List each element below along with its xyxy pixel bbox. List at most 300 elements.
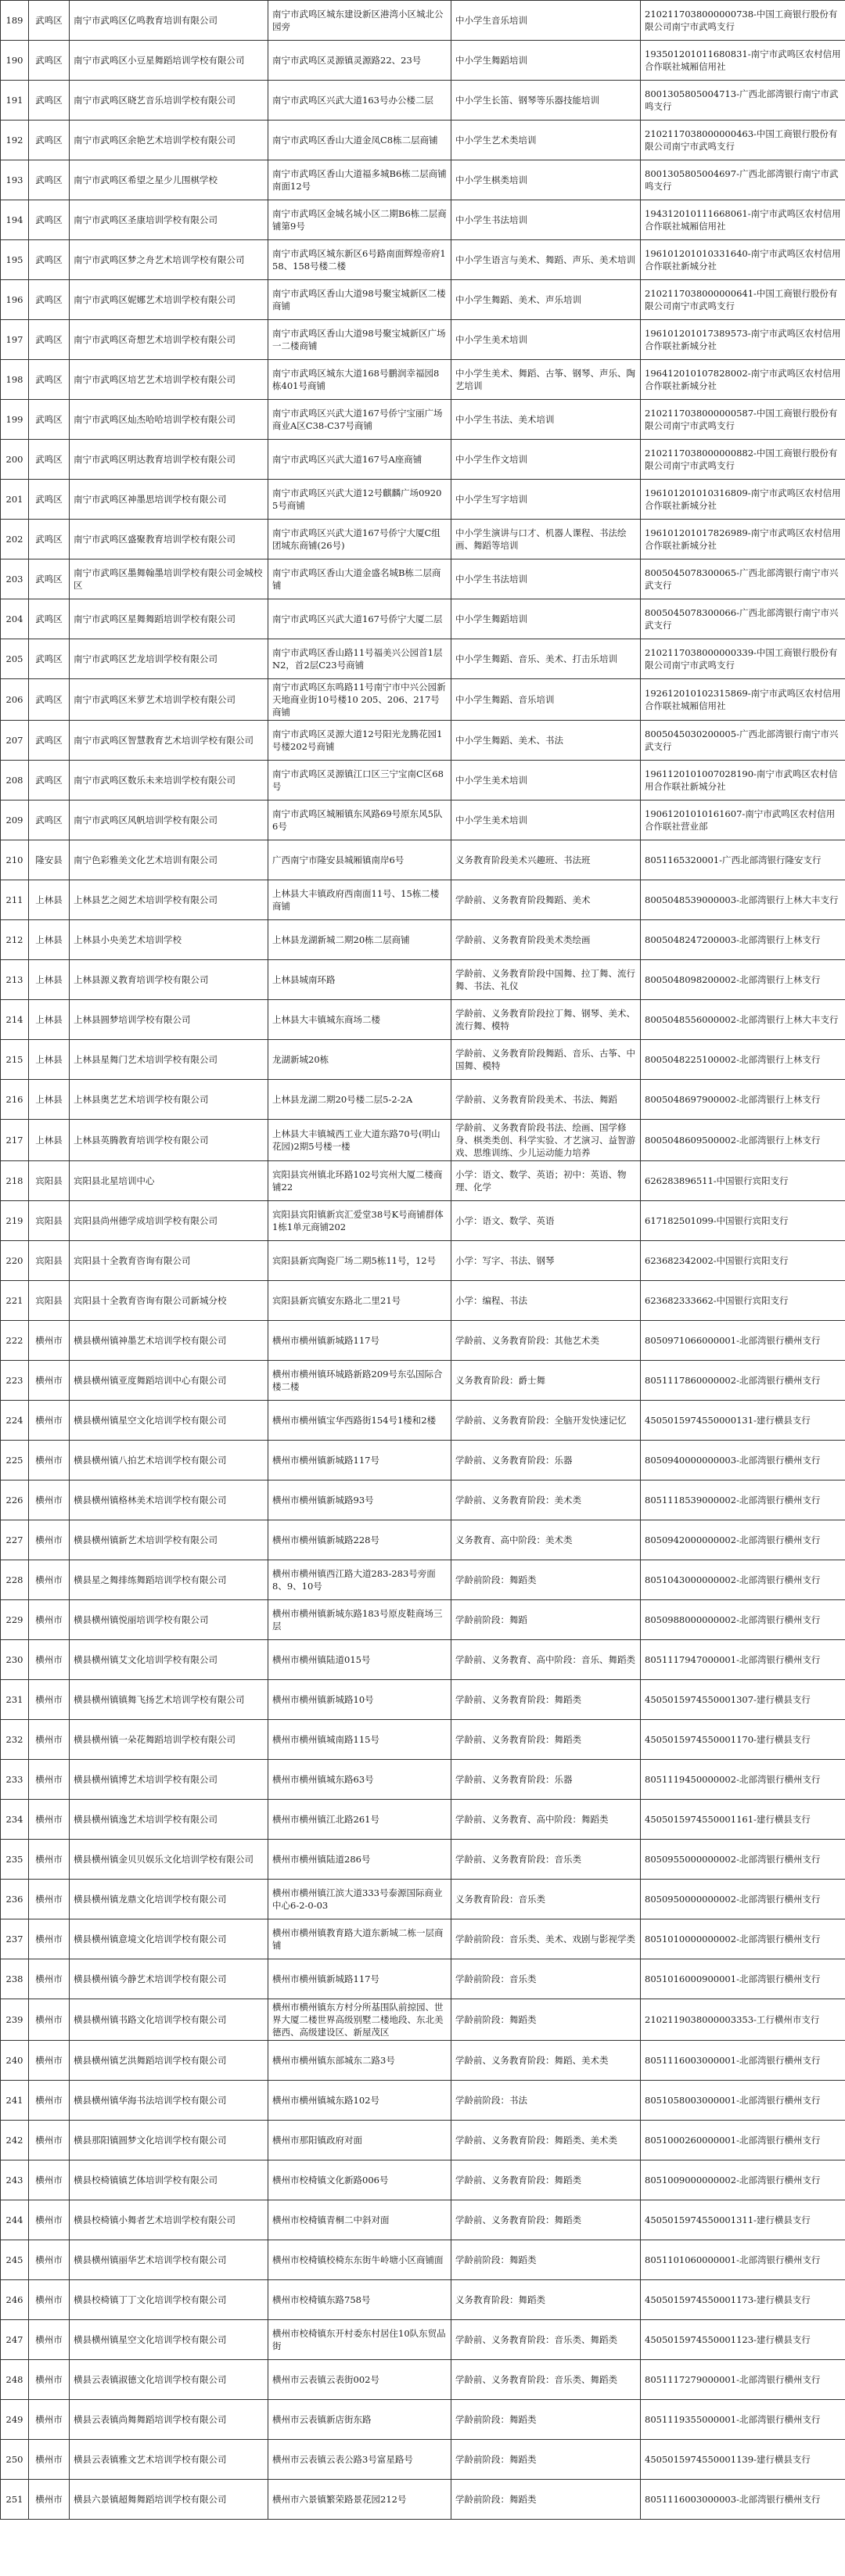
row-number-cell: 243 [1, 2160, 29, 2200]
district-cell: 武鸣区 [29, 41, 70, 81]
bank-account-cell: 623682342002-中国银行宾阳支行 [641, 1241, 845, 1281]
district-cell: 横州市 [29, 1401, 70, 1441]
bank-account-cell: 8051119355000001-北部湾银行横州支行 [641, 2400, 845, 2440]
bank-account-cell: 2102117038000000587-中国工商银行股份有限公司南宁市武鸣支行 [641, 400, 845, 440]
bank-account-cell: 2102117038000000641-中国工商银行股份有限公司南宁市武鸣支行 [641, 280, 845, 320]
institution-name-cell: 横县横州镇博艺术培训学校有限公司 [70, 1760, 268, 1800]
bank-account-cell: 196101201010331640-南宁市武鸣区农村信用合作联社新城分社 [641, 240, 845, 280]
district-cell: 武鸣区 [29, 1, 70, 41]
row-number-cell: 194 [1, 200, 29, 240]
training-content-cell: 学龄前、义务教育阶段：舞蹈类 [451, 2200, 641, 2240]
institution-name-cell: 横县云表镇尚舞舞蹈培训学校有限公司 [70, 2400, 268, 2440]
training-content-cell: 义务教育阶段：爵士舞 [451, 1361, 641, 1401]
training-content-cell: 义务教育阶段：音乐类 [451, 1880, 641, 1919]
row-number-cell: 209 [1, 801, 29, 840]
institution-name-cell: 上林县星舞门艺术培训学校有限公司 [70, 1040, 268, 1080]
training-content-cell: 中小学生书法培训 [451, 559, 641, 599]
address-cell: 横州市横州镇城东路63号 [268, 1760, 451, 1800]
bank-account-cell: 4505015974550001307-建行横县支行 [641, 1680, 845, 1720]
table-row [1, 2240, 845, 2280]
district-cell: 横州市 [29, 2440, 70, 2480]
table-row [1, 1760, 845, 1800]
bank-account-cell: 2102117038000000882-中国工商银行股份有限公司南宁市武鸣支行 [641, 440, 845, 480]
address-cell: 横州市横州镇城东路102号 [268, 2081, 451, 2121]
institution-name-cell: 南宁市武鸣区墨舞翰墨培训学校有限公司金城校区 [70, 559, 268, 599]
institution-name-cell: 南宁市武鸣区圣康培训学校有限公司 [70, 200, 268, 240]
training-content-cell: 中小学生舞蹈培训 [451, 41, 641, 81]
table-row [1, 1800, 845, 1840]
row-number-cell: 212 [1, 920, 29, 960]
address-cell: 横州市校椅镇东路758号 [268, 2280, 451, 2320]
row-number-cell: 239 [1, 1999, 29, 2041]
address-cell: 南宁市武鸣区兴武大道167号侨宁宝丽广场商业A区C38-C37号商铺 [268, 400, 451, 440]
training-content-cell: 学龄前阶段：书法 [451, 2081, 641, 2121]
address-cell: 横州市横州镇教育路大道东新城二栋一层商铺 [268, 1919, 451, 1959]
district-cell: 横州市 [29, 1919, 70, 1959]
training-content-cell: 中小学生舞蹈、美术、书法 [451, 721, 641, 761]
bank-account-cell: 8051101060000001-北部湾银行横州支行 [641, 2240, 845, 2280]
district-cell: 上林县 [29, 920, 70, 960]
training-content-cell: 中小学生艺术类培训 [451, 121, 641, 160]
institution-name-cell: 横县横州镇一朵花舞蹈培训学校有限公司 [70, 1720, 268, 1760]
training-content-cell: 中小学生舞蹈培训 [451, 599, 641, 639]
institution-name-cell: 横县校椅镇镇艺体培训学校有限公司 [70, 2160, 268, 2200]
row-number-cell: 250 [1, 2440, 29, 2480]
row-number-cell: 189 [1, 1, 29, 41]
institution-name-cell: 横县星之舞排练舞蹈培训学校有限公司 [70, 1560, 268, 1600]
row-number-cell: 224 [1, 1401, 29, 1441]
training-content-cell: 学龄前、义务教育阶段舞蹈、美术 [451, 880, 641, 920]
address-cell: 横州市横州镇宝华西路街154号1楼和2楼 [268, 1401, 451, 1441]
institution-name-cell: 横县横州镇悦丽培训学校有限公司 [70, 1600, 268, 1640]
row-number-cell: 202 [1, 520, 29, 559]
training-content-cell: 学龄前、义务教育阶段：全脑开发快速记忆 [451, 1401, 641, 1441]
bank-account-cell: 8005048697900002-北部湾银行上林支行 [641, 1080, 845, 1120]
address-cell: 横州市横州镇江滨大道333号泰源国际商业中心6-2-0-03 [268, 1880, 451, 1919]
bank-account-cell: 2102117038000000339-中国工商银行股份有限公司南宁市武鸣支行 [641, 639, 845, 679]
training-content-cell: 学龄前阶段：音乐类、美术、戏剧与影视学类 [451, 1919, 641, 1959]
address-cell: 横州市横州镇新城路10号 [268, 1680, 451, 1720]
district-cell: 宾阳县 [29, 1241, 70, 1281]
bank-account-cell: 8005048098200002-北部湾银行上林支行 [641, 960, 845, 1000]
address-cell: 横州市横州镇城南路115号 [268, 1720, 451, 1760]
table-row [1, 1840, 845, 1880]
institution-name-cell: 宾阳县十全教育咨询有限公司新城分校 [70, 1281, 268, 1321]
address-cell: 横州市横州镇环城路新路209号东弘国际合楼二楼 [268, 1361, 451, 1401]
bank-account-cell: 8005045078300066-广西北部湾银行南宁市兴武支行 [641, 599, 845, 639]
table-row [1, 920, 845, 960]
address-cell: 上林县城南环路 [268, 960, 451, 1000]
institution-name-cell: 南宁市武鸣区星舞舞蹈培训学校有限公司 [70, 599, 268, 639]
row-number-cell: 220 [1, 1241, 29, 1281]
district-cell: 上林县 [29, 1120, 70, 1161]
address-cell: 横州市横州镇东部城东二路3号 [268, 2041, 451, 2081]
district-cell: 横州市 [29, 1680, 70, 1720]
training-content-cell: 学龄前、义务教育阶段：舞蹈、美术类 [451, 2041, 641, 2081]
district-cell: 上林县 [29, 880, 70, 920]
bank-account-cell: 8051016000900001-北部湾银行横州支行 [641, 1959, 845, 1999]
training-content-cell: 中小学生书法、美术培训 [451, 400, 641, 440]
table-row [1, 480, 845, 520]
table-row [1, 1080, 845, 1120]
institution-name-cell: 南宁市武鸣区梦之舟艺术培训学校有限公司 [70, 240, 268, 280]
bank-account-cell: 2102117038000000738-中国工商银行股份有限公司南宁市武鸣支行 [641, 1, 845, 41]
table-row [1, 2160, 845, 2200]
bank-account-cell: 196412010107828002-南宁市武鸣区农村信用合作联社新城分社 [641, 360, 845, 400]
district-cell: 横州市 [29, 1800, 70, 1840]
bank-account-cell: 2102119038000003353-工行横州市支行 [641, 1999, 845, 2041]
table-row [1, 639, 845, 679]
training-content-cell: 学龄前、义务教育阶段：舞蹈类 [451, 1680, 641, 1720]
bank-account-cell: 8050942000000002-北部湾银行横州支行 [641, 1520, 845, 1560]
district-cell: 宾阳县 [29, 1281, 70, 1321]
address-cell: 南宁市武鸣区兴武大道167号侨宁大厦二层 [268, 599, 451, 639]
training-content-cell: 中小学生棋类培训 [451, 160, 641, 200]
row-number-cell: 238 [1, 1959, 29, 1999]
address-cell: 南宁市武鸣区金城名城小区二期B6栋二层商铺第9号 [268, 200, 451, 240]
row-number-cell: 229 [1, 1600, 29, 1640]
address-cell: 南宁市武鸣区兴武大道167号A座商铺 [268, 440, 451, 480]
address-cell: 宾阳县宾阳镇新宾汇爱堂38号K号商铺群体1栋1单元商铺202 [268, 1201, 451, 1241]
institution-name-cell: 横县横州镇意境文化培训学校有限公司 [70, 1919, 268, 1959]
district-cell: 武鸣区 [29, 721, 70, 761]
bank-account-cell: 192612010102315869-南宁市武鸣区农村信用合作联社城厢信用社 [641, 679, 845, 721]
row-number-cell: 192 [1, 121, 29, 160]
row-number-cell: 233 [1, 1760, 29, 1800]
training-content-cell: 学龄前、义务教育阶段：乐器 [451, 1441, 641, 1480]
training-content-cell: 学龄前阶段：舞蹈类 [451, 1999, 641, 2041]
bank-account-cell: 8050955000000002-北部湾银行横州支行 [641, 1840, 845, 1880]
row-number-cell: 208 [1, 761, 29, 801]
institution-name-cell: 横县横州镇星空文化培训学校有限公司 [70, 1401, 268, 1441]
institution-name-cell: 横县横州镇逸艺术培训学校有限公司 [70, 1800, 268, 1840]
table-row [1, 1241, 845, 1281]
bank-account-cell: 8051058003000001-北部湾银行横州支行 [641, 2081, 845, 2121]
institution-name-cell: 南宁市武鸣区培艺艺术培训学校有限公司 [70, 360, 268, 400]
bank-account-cell: 8051116003000001-北部湾银行横州支行 [641, 2041, 845, 2081]
address-cell: 南宁市武鸣区香山大道金盛名城B栋二层商铺 [268, 559, 451, 599]
district-cell: 武鸣区 [29, 121, 70, 160]
table-row [1, 280, 845, 320]
district-cell: 武鸣区 [29, 599, 70, 639]
training-content-cell: 义务教育、高中阶段：美术类 [451, 1520, 641, 1560]
bank-account-cell: 2102117038000000463-中国工商银行股份有限公司南宁市武鸣支行 [641, 121, 845, 160]
row-number-cell: 198 [1, 360, 29, 400]
district-cell: 横州市 [29, 1720, 70, 1760]
district-cell: 宾阳县 [29, 1201, 70, 1241]
training-content-cell: 中小学生美术培训 [451, 320, 641, 360]
training-content-cell: 中小学生语言与美术、舞蹈、声乐、美术培训 [451, 240, 641, 280]
table-row [1, 1361, 845, 1401]
training-content-cell: 学龄前、义务教育阶段：乐器 [451, 1760, 641, 1800]
bank-account-cell: 8005048609500002-北部湾银行上林支行 [641, 1120, 845, 1161]
institution-name-cell: 南宁市武鸣区盛聚教育培训学校有限公司 [70, 520, 268, 559]
bank-account-cell: 4505015974550000131-建行横县支行 [641, 1401, 845, 1441]
training-content-cell: 义务教育阶段美术兴趣班、书法班 [451, 840, 641, 880]
address-cell: 南宁市武鸣区灵源镇江口区三宁宝南C区68号 [268, 761, 451, 801]
row-number-cell: 222 [1, 1321, 29, 1361]
institution-name-cell: 横县六景镇超舞舞蹈培训学校有限公司 [70, 2480, 268, 2520]
address-cell: 南宁市武鸣区兴武大道163号办公楼二层 [268, 81, 451, 121]
bank-account-cell: 8051116003000003-北部湾银行横州支行 [641, 2480, 845, 2520]
address-cell: 宾阳县新宾镇安东路北二里21号 [268, 1281, 451, 1321]
district-cell: 横州市 [29, 2200, 70, 2240]
district-cell: 武鸣区 [29, 320, 70, 360]
address-cell: 横州市横州镇新城路117号 [268, 1959, 451, 1999]
address-cell: 南宁市武鸣区香山大道福多城B6栋二层商铺南面12号 [268, 160, 451, 200]
training-content-cell: 中小学生美术培训 [451, 801, 641, 840]
institution-name-cell: 南宁市武鸣区小豆星舞蹈培训学校有限公司 [70, 41, 268, 81]
institution-name-cell: 横县横州镇神墨艺术培训学校有限公司 [70, 1321, 268, 1361]
district-cell: 武鸣区 [29, 761, 70, 801]
row-number-cell: 231 [1, 1680, 29, 1720]
row-number-cell: 197 [1, 320, 29, 360]
row-number-cell: 241 [1, 2081, 29, 2121]
table-row [1, 1959, 845, 1999]
row-number-cell: 247 [1, 2320, 29, 2360]
institution-name-cell: 横县横州镇新艺术培训学校有限公司 [70, 1520, 268, 1560]
district-cell: 横州市 [29, 1880, 70, 1919]
table-row [1, 1321, 845, 1361]
bank-account-cell: 8005045030200005-广西北部湾银行南宁市兴武支行 [641, 721, 845, 761]
table-row [1, 1880, 845, 1919]
row-number-cell: 245 [1, 2240, 29, 2280]
district-cell: 横州市 [29, 1441, 70, 1480]
district-cell: 横州市 [29, 1999, 70, 2041]
row-number-cell: 213 [1, 960, 29, 1000]
district-cell: 上林县 [29, 1040, 70, 1080]
bank-account-cell: 8051165320001-广西北部湾银行隆安支行 [641, 840, 845, 880]
district-cell: 宾阳县 [29, 1161, 70, 1201]
row-number-cell: 227 [1, 1520, 29, 1560]
address-cell: 上林县大丰镇城西工业大道东路70号(明山花园)2期5号楼一楼 [268, 1120, 451, 1161]
district-cell: 横州市 [29, 2041, 70, 2081]
institution-name-cell: 横县云表镇雅文艺术培训学校有限公司 [70, 2440, 268, 2480]
address-cell: 南宁市武鸣区香山大道金凤C8栋二层商铺 [268, 121, 451, 160]
district-cell: 横州市 [29, 2320, 70, 2360]
address-cell: 上林县龙湖二期20号楼二层5-2-2A [268, 1080, 451, 1120]
table-row [1, 1520, 845, 1560]
training-content-cell: 学龄前、义务教育阶段：舞蹈类 [451, 2160, 641, 2200]
training-content-cell: 中小学生长笛、钢琴等乐器技能培训 [451, 81, 641, 121]
institution-name-cell: 南宁市武鸣区风帆培训学校有限公司 [70, 801, 268, 840]
row-number-cell: 219 [1, 1201, 29, 1241]
row-number-cell: 244 [1, 2200, 29, 2240]
training-content-cell: 学龄前阶段：舞蹈 [451, 1600, 641, 1640]
table-row [1, 200, 845, 240]
bank-account-cell: 8001305805004713-广西北部湾银行南宁市武鸣支行 [641, 81, 845, 121]
table-row [1, 1640, 845, 1680]
row-number-cell: 237 [1, 1919, 29, 1959]
table-row [1, 160, 845, 200]
district-cell: 横州市 [29, 2280, 70, 2320]
table-row [1, 1680, 845, 1720]
bank-account-cell: 617182501099-中国银行宾阳支行 [641, 1201, 845, 1241]
row-number-cell: 195 [1, 240, 29, 280]
table-row [1, 360, 845, 400]
bank-account-cell: 8051117947000001-北部湾银行横州支行 [641, 1640, 845, 1680]
address-cell: 横州市校椅镇校椅东东街牛岭塘小区商铺面 [268, 2240, 451, 2280]
table-row [1, 1720, 845, 1760]
institution-name-cell: 宾阳县十全教育咨询有限公司 [70, 1241, 268, 1281]
address-cell: 宾阳县宾州镇北环路102号宾州大厦二楼商铺22 [268, 1161, 451, 1201]
institution-name-cell: 南宁市武鸣区艺龙培训学校有限公司 [70, 639, 268, 679]
row-number-cell: 217 [1, 1120, 29, 1161]
address-cell: 横州市横州镇江北路261号 [268, 1800, 451, 1840]
table-row [1, 2440, 845, 2480]
training-content-cell: 中小学生舞蹈、音乐培训 [451, 679, 641, 721]
institution-name-cell: 南宁市武鸣区晓艺音乐培训学校有限公司 [70, 81, 268, 121]
table-row [1, 2041, 845, 2081]
bank-account-cell: 8005048539000003-北部湾银行上林大丰支行 [641, 880, 845, 920]
institution-name-cell: 南宁市武鸣区数乐未来培训学校有限公司 [70, 761, 268, 801]
district-cell: 横州市 [29, 2121, 70, 2160]
address-cell: 南宁市武鸣区香山大道98号聚宝城新区广场一二楼商铺 [268, 320, 451, 360]
bank-account-cell: 8051118539000002-北部湾银行横州支行 [641, 1480, 845, 1520]
row-number-cell: 234 [1, 1800, 29, 1840]
address-cell: 横州市横州镇新城路93号 [268, 1480, 451, 1520]
institution-name-cell: 横县横州镇八拍艺术培训学校有限公司 [70, 1441, 268, 1480]
training-content-cell: 学龄前、义务教育阶段美术类绘画 [451, 920, 641, 960]
address-cell: 南宁市武鸣区香山大道98号聚宝城新区二楼商铺 [268, 280, 451, 320]
table-row [1, 880, 845, 920]
institution-name-cell: 横县横州镇龙鼎文化培训学校有限公司 [70, 1880, 268, 1919]
row-number-cell: 240 [1, 2041, 29, 2081]
row-number-cell: 236 [1, 1880, 29, 1919]
bank-account-cell: 8050988000000002-北部湾银行横州支行 [641, 1600, 845, 1640]
row-number-cell: 203 [1, 559, 29, 599]
table-row [1, 400, 845, 440]
training-content-cell: 学龄前、义务教育阶段：音乐类、舞蹈类 [451, 2320, 641, 2360]
address-cell: 横州市校椅镇青桐二中斜对面 [268, 2200, 451, 2240]
table-row [1, 1120, 845, 1161]
row-number-cell: 223 [1, 1361, 29, 1401]
row-number-cell: 210 [1, 840, 29, 880]
bank-account-cell: 193501201011680831-南宁市武鸣区农村信用合作联社城厢信用社 [641, 41, 845, 81]
address-cell: 南宁市武鸣区城东建设新区港湾小区城北公园旁 [268, 1, 451, 41]
address-cell: 横州市校椅镇文化新路006号 [268, 2160, 451, 2200]
bank-account-cell: 626283896511-中国银行宾阳支行 [641, 1161, 845, 1201]
institution-name-cell: 上林县源义教育培训学校有限公司 [70, 960, 268, 1000]
district-cell: 横州市 [29, 1760, 70, 1800]
training-content-cell: 学龄前、义务教育阶段舞蹈、音乐、古筝、中国舞、模特 [451, 1040, 641, 1080]
district-cell: 横州市 [29, 2480, 70, 2520]
training-content-cell: 小学：语文、数学、英语；初中：英语、物理、化学 [451, 1161, 641, 1201]
training-content-cell: 学龄前、义务教育阶段美术、书法、舞蹈 [451, 1080, 641, 1120]
institution-name-cell: 横县横州镇丽华艺术培训学校有限公司 [70, 2240, 268, 2280]
institution-name-cell: 横县横州镇金贝贝娱乐文化培训学校有限公司 [70, 1840, 268, 1880]
address-cell: 横州市云表镇云表公路3号富星路号 [268, 2440, 451, 2480]
district-cell: 隆安县 [29, 840, 70, 880]
address-cell: 南宁市武鸣区城东新区6号路南面辉煌帝府158、158号楼二楼 [268, 240, 451, 280]
district-cell: 上林县 [29, 960, 70, 1000]
address-cell: 广西南宁市隆安县城厢镇南岸6号 [268, 840, 451, 880]
table-row [1, 2200, 845, 2240]
address-cell: 上林县大丰镇政府西南面11号、15栋二楼商铺 [268, 880, 451, 920]
row-number-cell: 190 [1, 41, 29, 81]
row-number-cell: 206 [1, 679, 29, 721]
table-row [1, 320, 845, 360]
address-cell: 龙湖新城20栋 [268, 1040, 451, 1080]
table-row [1, 1201, 845, 1241]
training-content-cell: 学龄前、义务教育阶段：美术类 [451, 1480, 641, 1520]
institution-name-cell: 南宁市武鸣区明达教育培训学校有限公司 [70, 440, 268, 480]
row-number-cell: 249 [1, 2400, 29, 2440]
district-cell: 横州市 [29, 1480, 70, 1520]
district-cell: 武鸣区 [29, 520, 70, 559]
row-number-cell: 193 [1, 160, 29, 200]
training-content-cell: 中小学生舞蹈、音乐、美术、打击乐培训 [451, 639, 641, 679]
institution-name-cell: 横县校椅镇丁丁文化培训学校有限公司 [70, 2280, 268, 2320]
institution-name-cell: 横县横州镇书路文化培训学校有限公司 [70, 1999, 268, 2041]
row-number-cell: 251 [1, 2480, 29, 2520]
district-cell: 武鸣区 [29, 480, 70, 520]
row-number-cell: 246 [1, 2280, 29, 2320]
bank-account-cell: 194312010111668061-南宁市武鸣区农村信用合作联社城厢信用社 [641, 200, 845, 240]
table-row [1, 2400, 845, 2440]
address-cell: 横州市校椅镇东开村委东村居住10队东贸品街 [268, 2320, 451, 2360]
training-content-cell: 学龄前阶段：舞蹈类 [451, 2400, 641, 2440]
row-number-cell: 196 [1, 280, 29, 320]
table-row [1, 1281, 845, 1321]
institution-name-cell: 上林县奥艺艺术培训学校有限公司 [70, 1080, 268, 1120]
row-number-cell: 215 [1, 1040, 29, 1080]
institution-name-cell: 南宁色彩雅美文化艺术培训有限公司 [70, 840, 268, 880]
bank-account-cell: 196101201017826989-南宁市武鸣区农村信用合作联社新城分社 [641, 520, 845, 559]
bank-account-cell: 623682333662-中国银行宾阳支行 [641, 1281, 845, 1321]
institution-name-cell: 南宁市武鸣区奇想艺术培训学校有限公司 [70, 320, 268, 360]
table-row [1, 2121, 845, 2160]
institution-name-cell: 南宁市武鸣区余艳艺术培训学校有限公司 [70, 121, 268, 160]
district-cell: 横州市 [29, 2081, 70, 2121]
address-cell: 宾阳县新宾陶瓷厂场二期5栋11号，12号 [268, 1241, 451, 1281]
address-cell: 南宁市武鸣区灵源镇灵源路22、23号 [268, 41, 451, 81]
table-row [1, 599, 845, 639]
table-row [1, 1560, 845, 1600]
bank-account-cell: 4505015974550001173-建行横县支行 [641, 2280, 845, 2320]
district-cell: 横州市 [29, 2240, 70, 2280]
address-cell: 横州市那阳镇政府对面 [268, 2121, 451, 2160]
district-cell: 横州市 [29, 1840, 70, 1880]
bank-account-cell: 8051119450000002-北部湾银行横州支行 [641, 1760, 845, 1800]
district-cell: 横州市 [29, 2160, 70, 2200]
institution-name-cell: 上林县英腾教育培训学校有限公司 [70, 1120, 268, 1161]
address-cell: 横州市横州镇新城东路183号原皮鞋商场三层 [268, 1600, 451, 1640]
training-content-cell: 学龄前、义务教育阶段书法、绘画、国学修身、棋类类创、科学实验、才艺演习、益智游戏、思维训练、少儿运动能力培养 [451, 1120, 641, 1161]
district-cell: 武鸣区 [29, 280, 70, 320]
bank-account-cell: 4505015974550001170-建行横县支行 [641, 1720, 845, 1760]
district-cell: 武鸣区 [29, 240, 70, 280]
address-cell: 南宁市武鸣区城厢镇东风路69号原东风5队6号 [268, 801, 451, 840]
address-cell: 横州市横州镇陆道015号 [268, 1640, 451, 1680]
institution-name-cell: 南宁市武鸣区神墨思培训学校有限公司 [70, 480, 268, 520]
address-cell: 横州市横州镇陆道286号 [268, 1840, 451, 1880]
district-cell: 武鸣区 [29, 360, 70, 400]
training-content-cell: 义务教育阶段：舞蹈类 [451, 2280, 641, 2320]
training-content-cell: 中小学生书法培训 [451, 200, 641, 240]
institution-name-cell: 宾阳县北星培训中心 [70, 1161, 268, 1201]
table-row [1, 240, 845, 280]
training-content-cell: 学龄前、义务教育阶段拉丁舞、钢琴、美术、流行舞、模特 [451, 1000, 641, 1040]
table-row [1, 1919, 845, 1959]
institution-name-cell: 横县那阳镇圆梦文化培训学校有限公司 [70, 2121, 268, 2160]
bank-account-cell: 4505015974550001161-建行横县支行 [641, 1800, 845, 1840]
bank-account-cell: 4505015974550001123-建行横县支行 [641, 2320, 845, 2360]
district-cell: 武鸣区 [29, 81, 70, 121]
bank-account-cell: 8051043000000002-北部湾银行横州支行 [641, 1560, 845, 1600]
district-cell: 横州市 [29, 1560, 70, 1600]
address-cell: 横州市云表镇新店街东路 [268, 2400, 451, 2440]
